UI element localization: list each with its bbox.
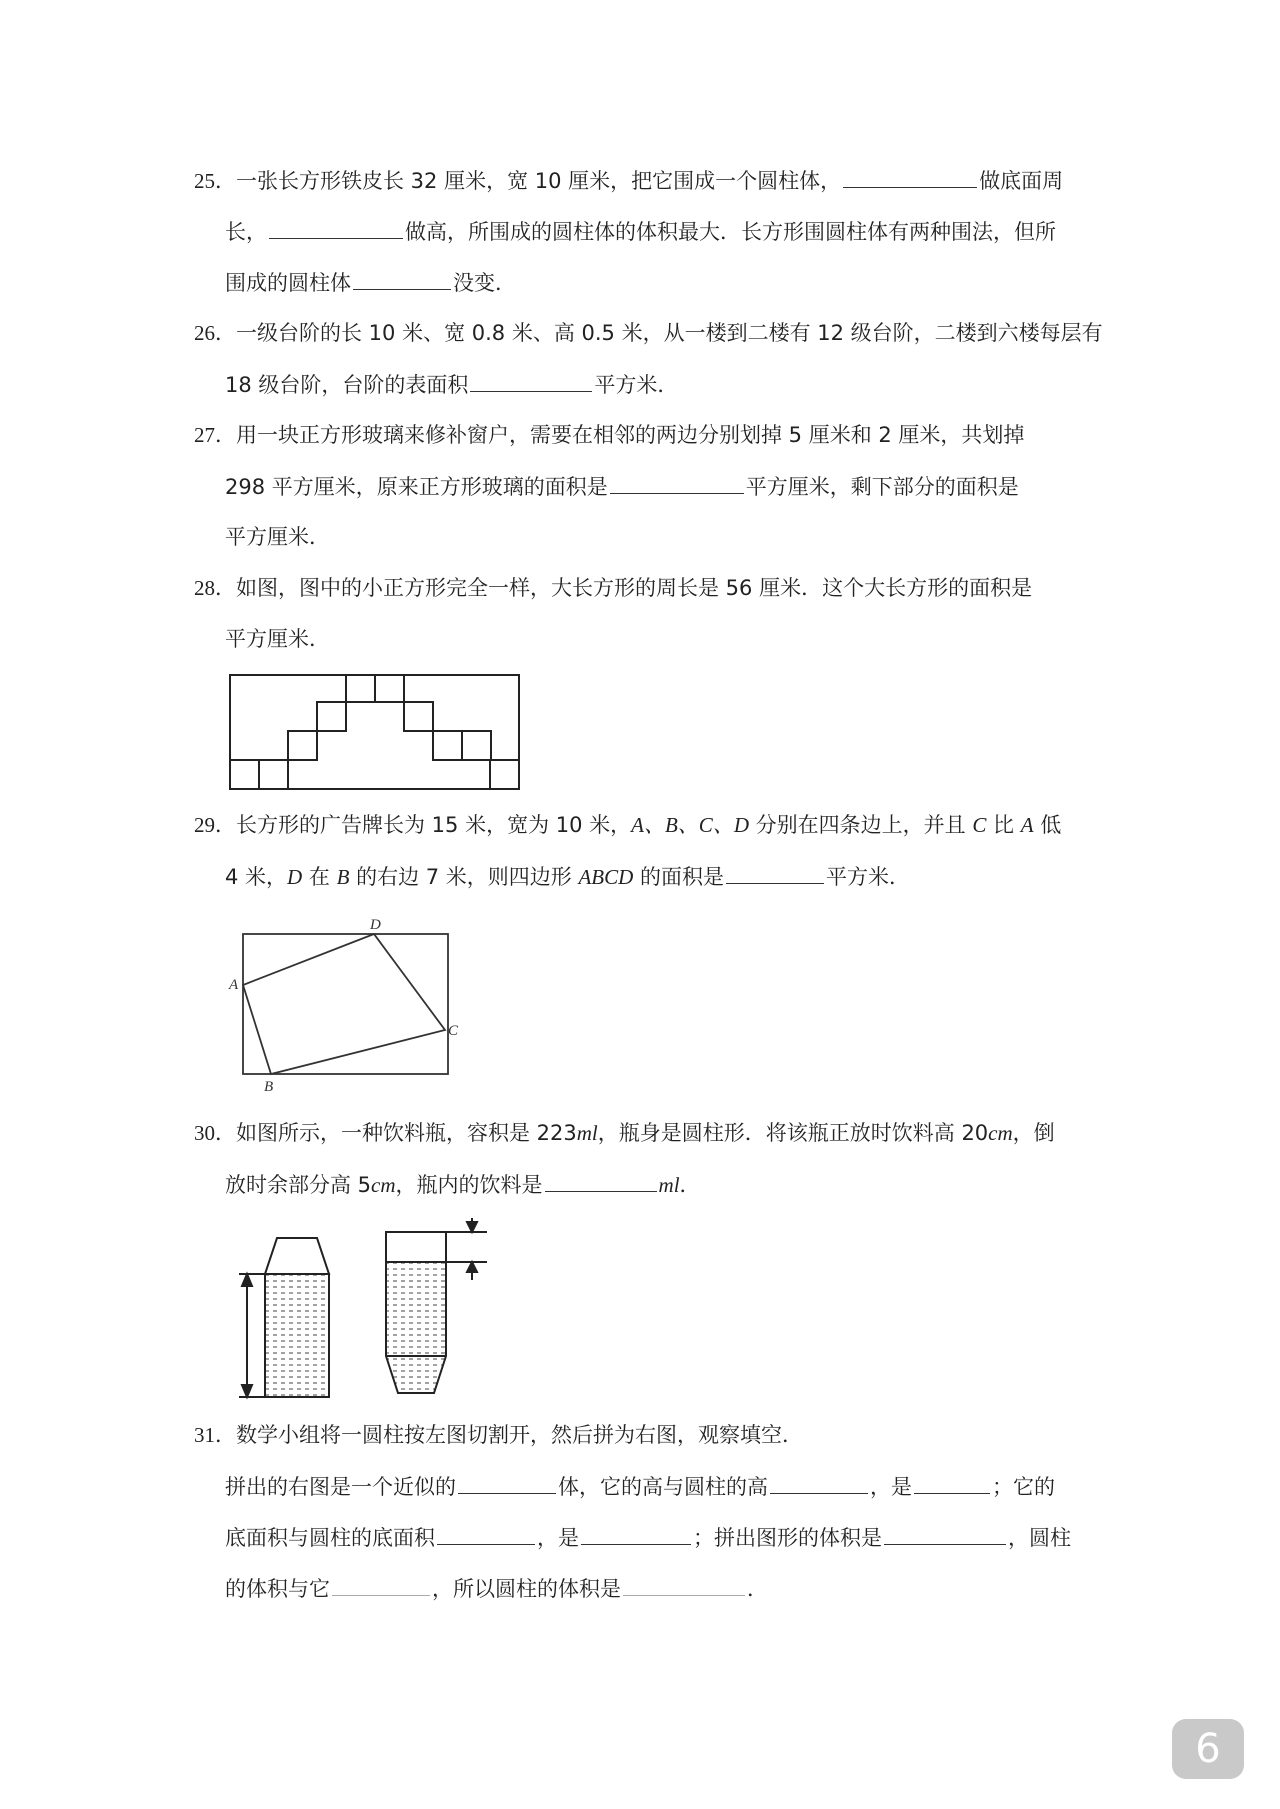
q29-text-2b: D	[287, 865, 303, 889]
q30-line-2	[225, 1169, 701, 1200]
q31-blank-3[interactable]	[914, 1471, 990, 1494]
q31-line-1	[194, 1420, 803, 1450]
q31-text-2c: ，是	[870, 1475, 912, 1499]
q28-text-2: 平方厘米．	[225, 627, 330, 651]
q25-line-1	[194, 165, 1063, 196]
q31-text-4b: ，所以圆柱的体积是	[432, 1577, 621, 1601]
q29-label-a: A	[229, 977, 239, 993]
q31-blank-2[interactable]	[770, 1471, 868, 1494]
q29-number: 29．	[194, 813, 236, 837]
q29-text-1g: 低	[1033, 813, 1062, 837]
q31-text-3b: ，是	[537, 1526, 579, 1550]
q25-blank-3[interactable]	[353, 267, 451, 290]
q25-line-2	[225, 216, 1056, 247]
q28-figure	[225, 670, 525, 792]
q30-text-1d: cm	[988, 1121, 1013, 1145]
q29-text-2a: 4 米，	[225, 865, 288, 889]
q25-text-2b: 做高，所围成的圆柱体的体积最大．长方形围圆柱体有两种围法，但所	[405, 220, 1056, 244]
page-number-badge: 6	[1172, 1719, 1244, 1779]
q26-text-2a: 18 级台阶，台阶的表面积	[225, 373, 469, 397]
q30-line-1	[194, 1118, 1055, 1148]
q31-text-2d: ；它的	[992, 1475, 1055, 1499]
q25-text-3a: 围成的圆柱体	[225, 271, 351, 295]
q31-text-3d: ，圆柱	[1008, 1526, 1071, 1550]
q29-text-1c: 分别在四条边上，并且	[748, 813, 973, 837]
inverted-bottle	[386, 1232, 446, 1393]
q30-text-1c: ，瓶身是圆柱形．将该瓶正放时饮料高 20	[597, 1121, 989, 1145]
q29-text-2d: B	[336, 865, 350, 889]
q25-text-3b: 没变．	[453, 271, 516, 295]
q29-text-1f: A	[1020, 813, 1034, 837]
q31-blank-1[interactable]	[458, 1471, 556, 1494]
q29-billboard-rectangle	[243, 934, 448, 1074]
q26-line-2	[225, 369, 678, 400]
q30-number: 30．	[194, 1121, 236, 1145]
q30-text-2b: cm	[371, 1173, 396, 1197]
q25-blank-2[interactable]	[269, 216, 403, 239]
q31-text-1: 数学小组将一圆柱按左图切割开，然后拼为右图，观察填空．	[236, 1423, 803, 1447]
q27-blank-1[interactable]	[610, 471, 744, 494]
q28-line-1	[194, 573, 1032, 603]
q27-line-3	[225, 522, 330, 552]
q30-text-2d: ml	[658, 1173, 680, 1197]
q29-line-2	[225, 861, 910, 892]
q30-text-2e: ．	[679, 1173, 701, 1197]
q25-blank-1[interactable]	[843, 165, 977, 188]
q25-text-1b: 做底面周	[979, 169, 1064, 193]
upright-height-arrow	[239, 1274, 265, 1397]
q26-line-1	[194, 318, 1103, 348]
q26-text-2b: 平方米．	[594, 373, 679, 397]
q29-line-1	[194, 810, 1061, 840]
q25-number: 25．	[194, 169, 236, 193]
q29-text-2h: 平方米．	[825, 865, 910, 889]
q29-text-2f: ABCD	[578, 865, 634, 889]
q29-blank-1[interactable]	[726, 861, 824, 884]
q26-number: 26．	[194, 321, 236, 345]
q31-text-2b: 体，它的高与圆柱的高	[558, 1475, 768, 1499]
q27-text-2b: 平方厘米，剩下部分的面积是	[745, 475, 1019, 499]
q29-text-1a: 长方形的广告牌长为 15 米，宽为 10 米，	[236, 813, 632, 837]
q28-line-2	[225, 624, 330, 654]
q27-text-2a: 298 平方厘米，原来正方形玻璃的面积是	[225, 475, 608, 499]
q31-blank-7[interactable]	[332, 1573, 430, 1596]
q29-text-2c: 在	[302, 865, 337, 889]
q29-figure	[225, 915, 465, 1095]
q26-blank-1[interactable]	[470, 369, 592, 392]
upright-bottle	[265, 1238, 329, 1397]
q31-blank-6[interactable]	[884, 1522, 1006, 1545]
inverted-gap-arrows	[446, 1218, 487, 1280]
q25-text-1a: 一张长方形铁皮长 32 厘米，宽 10 厘米，把它围成一个圆柱体，	[236, 169, 842, 193]
q31-blank-5[interactable]	[581, 1522, 691, 1545]
q30-text-1a: 如图所示，一种饮料瓶，容积是 223	[236, 1121, 577, 1145]
q31-blank-4[interactable]	[437, 1522, 535, 1545]
q31-line-4	[225, 1573, 768, 1604]
q30-blank-1[interactable]	[545, 1169, 657, 1192]
q31-line-3	[225, 1522, 1071, 1553]
q28-text-1: 如图，图中的小正方形完全一样，大长方形的周长是 56 厘米．这个大长方形的面积是	[236, 576, 1033, 600]
q27-line-2	[225, 471, 1019, 502]
q29-label-d: D	[370, 917, 381, 933]
q31-text-4a: 的体积与它	[225, 1577, 330, 1601]
q27-text-3: 平方厘米．	[225, 525, 330, 549]
q30-text-2c: ，瓶内的饮料是	[395, 1173, 543, 1197]
q28-number: 28．	[194, 576, 236, 600]
q27-number: 27．	[194, 423, 236, 447]
q29-label-c: C	[448, 1023, 459, 1039]
q30-figure	[225, 1218, 505, 1408]
q29-text-1b: A、B、C、D	[631, 813, 749, 837]
q31-text-4c: ．	[747, 1577, 768, 1601]
q27-text-1: 用一块正方形玻璃来修补窗户，需要在相邻的两边分别划掉 5 厘米和 2 厘米，共划掉	[236, 423, 1025, 447]
q25-line-3	[225, 267, 516, 298]
q31-line-2	[225, 1471, 1055, 1502]
q30-text-2a: 放时余部分高 5	[225, 1173, 372, 1197]
q30-text-1e: ，倒	[1012, 1121, 1055, 1145]
q31-text-3c: ；拼出图形的体积是	[693, 1526, 882, 1550]
q29-label-b: B	[264, 1079, 274, 1095]
q31-blank-8[interactable]	[623, 1573, 745, 1596]
q31-text-2a: 拼出的右图是一个近似的	[225, 1475, 456, 1499]
q25-text-2a: 长，	[225, 220, 267, 244]
q29-text-2e: 的右边 7 米，则四边形	[349, 865, 579, 889]
q29-quadrilateral-abcd	[243, 934, 445, 1074]
q29-text-1d: C	[972, 813, 987, 837]
q29-text-2g: 的面积是	[633, 865, 724, 889]
q30-text-1b: ml	[576, 1121, 598, 1145]
q27-line-1	[194, 420, 1024, 450]
q31-text-3a: 底面积与圆柱的底面积	[225, 1526, 435, 1550]
q31-number: 31．	[194, 1423, 236, 1447]
q26-text-1: 一级台阶的长 10 米、宽 0.8 米、高 0.5 米，从一楼到二楼有 12 级台阶，二楼到六楼每层有	[236, 321, 1103, 345]
q29-text-1e: 比	[986, 813, 1021, 837]
